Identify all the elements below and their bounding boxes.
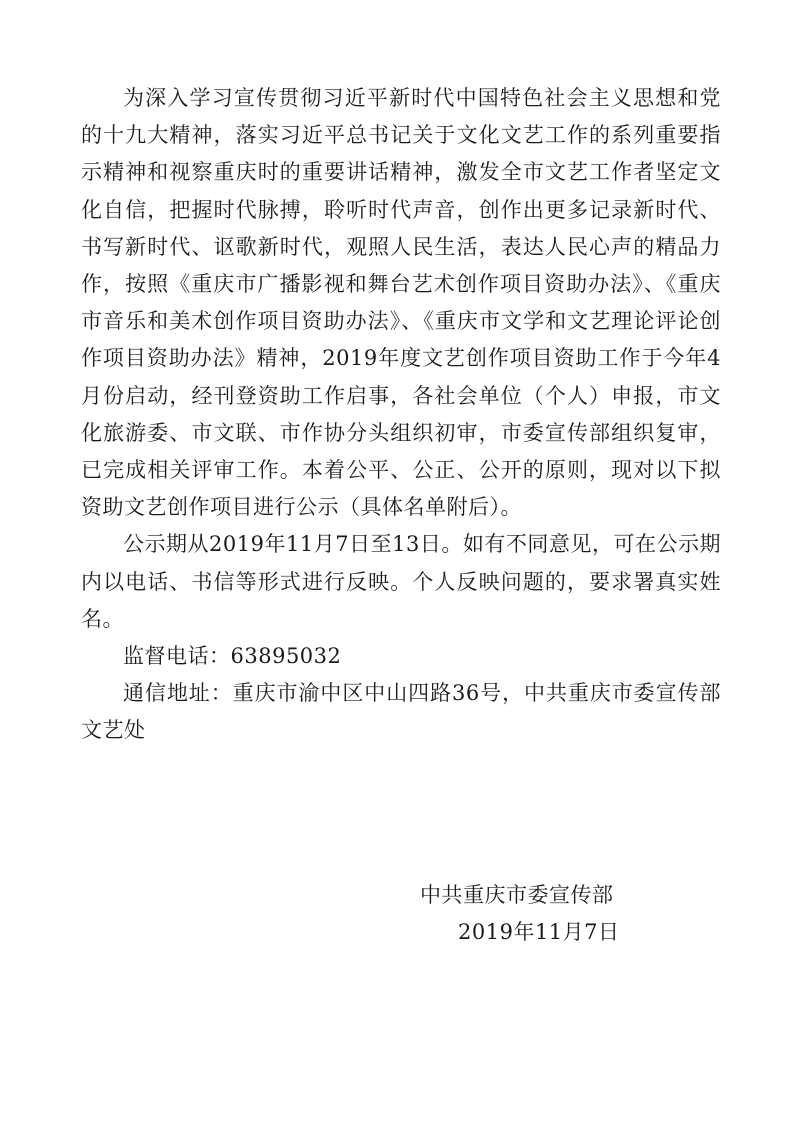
signature-block [420, 877, 620, 951]
paragraph-announcement: 为深入学习宣传贯彻习近平新时代中国特色社会主义思想和党的十九大精神，落实习近平总书记关于文化文艺工作的系列重要指示精神和视察重庆时的重要讲话精神，激发全市文艺工作者坚定文化自信，把握时代脉搏，聆听时代声音，创作出更多记录新时代、书写新时代、讴歌新时代，观照人民生活，表达人民心声的精品力作，按照《重庆市广播影视和舞台艺术创作项目资助办法》、《重庆市音乐和美术创作项目资助办法》、《重庆市文学和文艺理论评论创作项目资助办法》精神，2019年度文艺创作项目资助工作于今年4月份启动，经刊登资助工作启事，各社会单位（个人）申报，市文化旅游委、市文联、市作协分头组织初审，市委宣传部组织复审，已完成相关评审工作。本着公平、公正、公开的原则，现对以下拟资助文艺创作项目进行公示（具体名单附后）。 [81, 86, 721, 520]
signature-date: 2019年11月7日 [458, 920, 620, 945]
paragraph-mailing-address: 通信地址：重庆市渝中区中山四路36号，中共重庆市委宣传部文艺处 [81, 681, 721, 743]
document-body [81, 80, 721, 750]
signature-organization: 中共重庆市委宣传部 [420, 883, 614, 907]
paragraph-supervision-phone: 监督电话：63895032 [123, 644, 342, 669]
paragraph-publicity-period: 公示期从2019年11月7日至13日。如有不同意见，可在公示期内以电话、书信等形式进行反映。个人反映问题的，要求署真实姓名。 [81, 532, 721, 631]
